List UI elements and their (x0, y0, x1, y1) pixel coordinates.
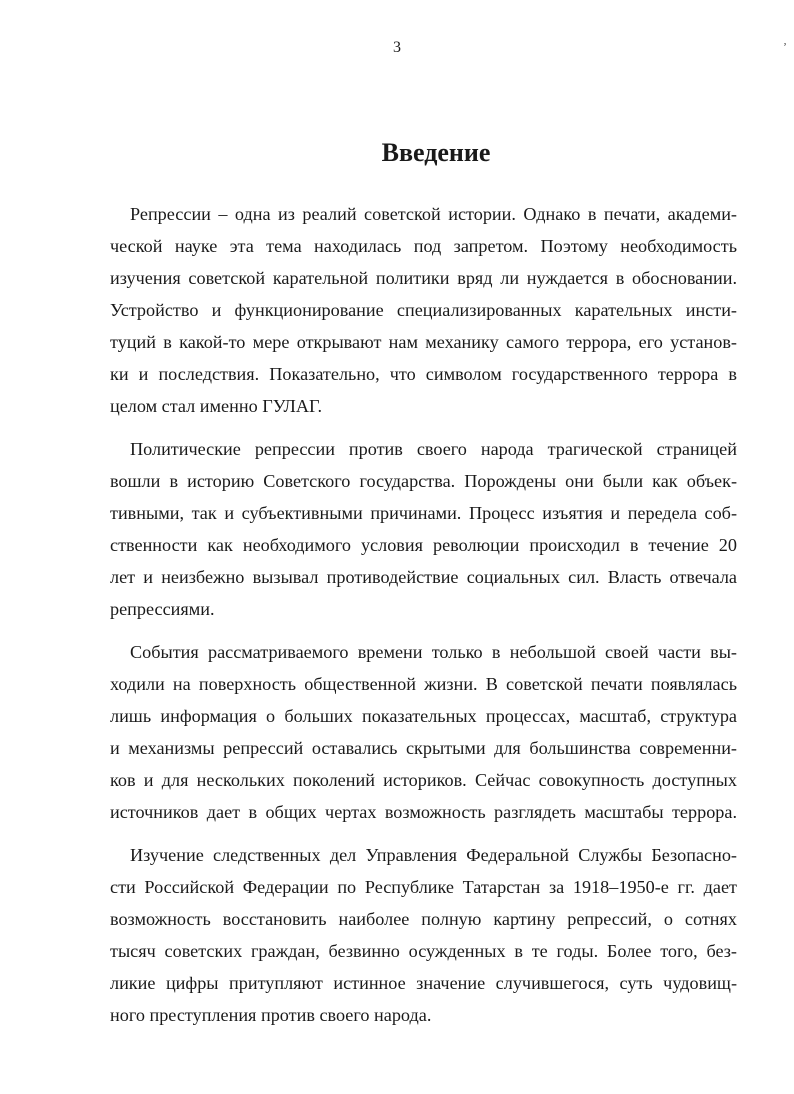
text-line: вошли в историю Советского государства. Порождены они были как объек- (110, 471, 737, 491)
scan-mark: ʼ (783, 40, 787, 54)
text-line: сти Российской Федерации по Республике Татарстан за 1918–1950-е гг. дает (110, 877, 737, 897)
document-body (110, 198, 737, 1042)
text-line: туций в какой-то мере открывают нам механику самого террора, его установ- (110, 332, 737, 352)
text-line: источников дает в общих чертах возможность разглядеть масштабы террора. (110, 802, 737, 822)
text-line: репрессиями. (110, 599, 215, 619)
text-line: целом стал именно ГУЛАГ. (110, 396, 323, 416)
text-line: ков и для нескольких поколений историков. Сейчас совокупность доступных (110, 770, 737, 790)
text-line: Репрессии – одна из реалий советской истории. Однако в печати, академи- (130, 204, 737, 224)
text-line: Изучение следственных дел Управления Федеральной Службы Безопасно- (130, 845, 737, 865)
text-line: ного преступления против своего народа. (110, 1005, 432, 1025)
paragraph-2 (110, 433, 737, 625)
text-line: лишь информация о больших показательных процессах, масштаб, структура (110, 706, 737, 726)
text-line: Политические репрессии против своего народа трагической страницей (130, 439, 737, 459)
text-line: ликие цифры притупляют истинное значение случившегося, суть чудовищ- (110, 973, 737, 993)
text-line: ходили на поверхность общественной жизни. В советской печати появлялась (110, 674, 737, 694)
paragraph-3 (110, 636, 737, 828)
paragraph-1 (110, 198, 737, 422)
text-line: События рассматриваемого времени только в небольшой своей части вы- (130, 642, 737, 662)
text-line: Устройство и функционирование специализированных карательных инсти- (110, 300, 737, 320)
page-number: 3 (393, 39, 401, 56)
text-line: и механизмы репрессий оставались скрытыми для большинства современни- (110, 738, 737, 758)
text-line: ственности как необходимого условия революции происходил в течение 20 (110, 535, 737, 555)
text-line: лет и неизбежно вызывал противодействие социальных сил. Власть отвечала (110, 567, 737, 587)
text-line: тивными, так и субъективными причинами. Процесс изъятия и передела соб- (110, 503, 737, 523)
page-title: Введение (381, 138, 491, 167)
paragraph-4 (110, 839, 737, 1031)
text-line: возможность восстановить наиболее полную картину репрессий, о сотнях (110, 909, 737, 929)
text-line: ки и последствия. Показательно, что символом государственного террора в (110, 364, 737, 384)
text-line: ческой науке эта тема находилась под запретом. Поэтому необходимость (110, 236, 737, 256)
text-line: тысяч советских граждан, безвинно осужденных в те годы. Более того, без- (110, 941, 737, 961)
text-line: изучения советской карательной политики вряд ли нуждается в обосновании. (110, 268, 737, 288)
